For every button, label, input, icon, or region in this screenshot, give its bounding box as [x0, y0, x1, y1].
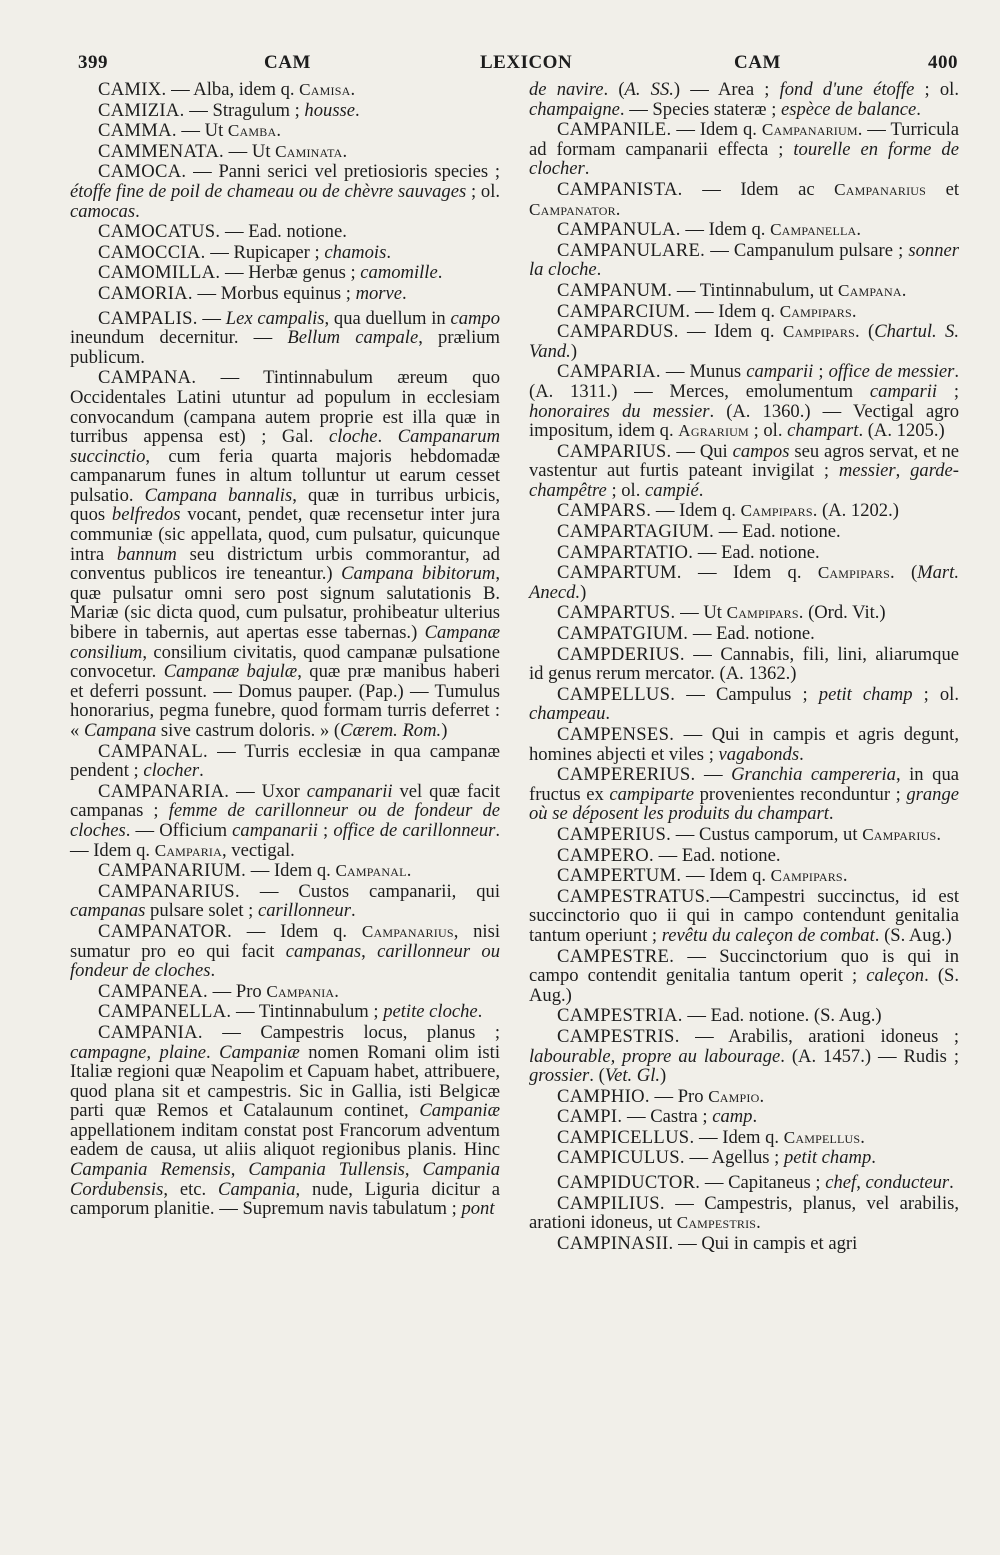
entry-definition: — Morbus equinus ; morve.: [192, 282, 407, 304]
entry-headword: CAMPERO.: [557, 844, 654, 866]
entry-headword: CAMPANUM.: [557, 279, 673, 301]
entry-headword: CAMPARTAGIUM.: [557, 521, 715, 543]
entry-headword: CAMORIA.: [98, 282, 193, 304]
dictionary-entry: [529, 825, 959, 845]
entry-headword: CAMPANULA.: [557, 219, 681, 241]
dictionary-entry: [70, 142, 500, 162]
entry-headword: CAMPANAL.: [98, 740, 208, 762]
dictionary-entry: [70, 1002, 500, 1022]
entry-headword: CAMPELLUS.: [557, 683, 676, 705]
entry-headword: CAMPERIUS.: [557, 823, 672, 845]
dictionary-entry: [529, 1107, 959, 1127]
entry-headword: CAMPILIUS.: [557, 1192, 665, 1214]
left-column: [70, 80, 500, 1220]
entry-definition: — Ead. notione.: [688, 623, 815, 645]
entry-headword: CAMIX.: [98, 79, 167, 100]
entry-definition: — Pro Campio.: [649, 1085, 765, 1107]
dictionary-entry: [70, 80, 500, 100]
entry-definition: — Idem ac Campanarius et Campanator.: [529, 178, 959, 220]
dictionary-entry: [70, 882, 500, 921]
entry-definition: — Campestris locus, planus ; campagne, plaine. Campaniæ nomen Romani olim isti Italiæ regioni quæ Neapolim et Capuam habet, attribuere, quod plana sit et campestris. Sic in Gallia, isti Belgicæ parti quæ Remos et Catalaunum continet, Campaniæ appellationem inditam constat post Francorum adventum eadem de causa, ut aliis aliquot regionibus planis. Hinc Campania Remensis, Campania Tullensis, Campania Cordubensis, etc. Campania, nude, Liguria dicitur a camporum planitie. — Supremum navis tabulatum ; pont: [70, 1021, 501, 1220]
entry-definition: — Custus camporum, ut Camparius.: [671, 823, 941, 845]
dictionary-entry: [529, 180, 959, 219]
entry-definition: — Granchia campereria, in qua fructus ex campiparte provenientes reconduntur ; grange où se déposent les produits du champart.: [529, 764, 959, 825]
right-catchword: CAM: [734, 52, 781, 73]
entry-definition: — Stragulum ; housse.: [184, 99, 360, 121]
entry-headword: CAMPICULUS.: [557, 1147, 685, 1169]
entry-definition: — Alba, idem q. Camisa.: [166, 79, 356, 100]
dictionary-entry: [70, 243, 500, 263]
dictionary-entry: [529, 1173, 959, 1193]
entry-definition: — Tintinnabulum ; petite cloche.: [231, 1001, 483, 1023]
entry-headword: CAMPALIS.: [98, 307, 198, 329]
entry-headword: CAMPARCIUM.: [557, 300, 691, 322]
entry-definition: — Ead. notione.: [220, 221, 347, 243]
entry-definition: — Idem q. Campipars. (Mart. Anecd.): [529, 562, 959, 603]
entry-headword: CAMPICELLUS.: [557, 1126, 695, 1148]
entry-headword: CAMPARTUM.: [557, 562, 682, 584]
dictionary-entry: [70, 922, 500, 981]
entry-definition: — Idem q. Campipars.: [681, 865, 848, 887]
entry-headword: CAMOCA.: [98, 161, 187, 183]
dictionary-entry: [529, 1234, 959, 1254]
entry-definition: — Ut Camba.: [176, 120, 281, 142]
entry-definition: — Idem q. Campanella.: [680, 219, 862, 241]
dictionary-entry: [529, 1027, 959, 1086]
entry-headword: CAMPANARIUM.: [98, 860, 247, 882]
entry-continuation: [529, 80, 959, 119]
dictionary-entry: [529, 866, 959, 886]
entry-definition: — Ead. notione.: [714, 521, 841, 543]
dictionary-entry: [529, 442, 959, 501]
entry-definition: — Custos campanarii, qui campanas pulsare solet ; carillonneur.: [70, 880, 500, 922]
entry-definition: — Herbæ genus ; camomille.: [220, 262, 443, 284]
entry-definition: —Campestri succinctus, id est succinctorio quo ii qui in campo contendunt genitalia tantum operiunt ; revêtu du caleçon de combat. (S. Aug.): [529, 885, 959, 946]
entry-definition: — Idem q. Campanarius, nisi sumatur pro eo qui facit campanas, carillonneur ou fondeur de cloches.: [70, 920, 500, 982]
dictionary-entry: [529, 281, 959, 301]
entry-definition: — Agellus ; petit champ.: [684, 1147, 876, 1169]
entry-definition: — Idem q. Campanal.: [246, 860, 412, 882]
dictionary-entry: [529, 543, 959, 563]
entry-definition: — Idem q. Campipars. (A. 1202.): [651, 500, 899, 522]
left-catchword: CAM: [264, 52, 311, 73]
dictionary-entry: [529, 725, 959, 764]
entry-headword: CAMOCATUS.: [98, 221, 221, 243]
entry-definition: — Idem q. Campipars.: [690, 300, 857, 322]
dictionary-entry: [529, 1128, 959, 1148]
entry-headword: CAMPARTUS.: [557, 602, 676, 624]
entry-definition: — Pro Campania.: [208, 980, 339, 1002]
entry-definition: — Qui in campis et agri: [673, 1232, 858, 1254]
entry-headword: CAMPESTRE.: [557, 945, 675, 967]
entry-headword: CAMOMILLA.: [98, 262, 221, 284]
entry-headword: CAMPANULARE.: [557, 239, 706, 261]
entry-definition: — Ead. notione.: [653, 844, 781, 866]
dictionary-entry: [529, 645, 959, 684]
entry-headword: CAMPARTATIO.: [557, 541, 694, 563]
dictionary-entry: [529, 1006, 959, 1026]
dictionary-entry: [529, 1148, 959, 1168]
dictionary-entry: [70, 222, 500, 242]
entry-definition: — Qui campos seu agros servat, et ne vastentur aut furtis pateant invigilat ; messier, garde-champêtre ; ol. campié.: [529, 440, 959, 501]
dictionary-entry: [529, 501, 959, 521]
entry-headword: CAMOCCIA.: [98, 241, 206, 263]
dictionary-entry: [70, 284, 500, 304]
dictionary-entry: [70, 982, 500, 1002]
entry-headword: CAMPATGIUM.: [557, 623, 689, 645]
entry-definition: — Campanulum pulsare ; sonner la cloche.: [529, 239, 959, 281]
dictionary-entry: [529, 624, 959, 644]
entry-headword: CAMPARDUS.: [557, 321, 679, 343]
dictionary-entry: [529, 220, 959, 240]
entry-definition: — Tintinnabulum æreum quo Occidentales Latini utuntur ad populum in ecclesiam convocandum (campana autem proprie est illa quæ in turribus appensa est) ; Gal. cloche. Campanarum succinctio, cum feria quarta majoris hebdomadæ campanarum funes in altum tolluntur ut earum cesset pulsatio. Campana bannalis, quæ in turribus urbicis, quos belfredos vocant, pendet, quæ recensetur inter jura communiæ (sic appellata, quod, cum pulsatur, quicunque intra bannum seu districtum urbis commorantur, ad conventus publicos ire teneantur.) Campana bibitorum, quæ pulsatur omni sero post signum salutationis B. Mariæ (sic dicta quod, cum pulsatur, prohibeatur ulterius bibere in tabernis, aut apertas esse tabernas.) Campanæ consilium, consilium civitatis, quod campanæ pulsatione convocetur. Campanæ bajulæ, quæ præ manibus haberi et deferri possunt. — Domus pauper. (Pap.) — Tumulus honorarius, pegma funebre, quod formam turris deferret : « Campana sive castrum doloris. » (Cærem. Rom.): [70, 367, 501, 741]
dictionary-entry: [529, 120, 959, 179]
entry-definition: — Ead. notione. (S. Aug.): [682, 1005, 882, 1027]
dictionary-entry: [529, 947, 959, 1006]
entry-definition: — Ead. notione.: [693, 541, 820, 563]
entry-definition: — Arabilis, arationi idoneus ; labourable, propre au labourage. (A. 1457.) — Rudis ; grossier. (Vet. Gl.): [529, 1025, 959, 1087]
entry-headword: CAMPARIUS.: [557, 440, 672, 462]
dictionary-entry: [70, 368, 500, 740]
dictionary-entry: [70, 162, 500, 221]
dictionary-entry: [529, 765, 959, 824]
dictionary-entry: [529, 1087, 959, 1107]
dictionary-entry: [70, 121, 500, 141]
dictionary-entry: [70, 263, 500, 283]
entry-definition: — Ut Caminata.: [224, 140, 348, 162]
entry-headword: CAMPANISTA.: [557, 178, 683, 200]
entry-headword: CAMPANEA.: [98, 980, 208, 1002]
dictionary-entry: [70, 309, 500, 368]
dictionary-entry: [70, 861, 500, 881]
entry-definition: — Idem q. Campellus.: [694, 1126, 865, 1148]
entry-headword: CAMPANARIUS.: [98, 880, 240, 902]
entry-definition: — Capitaneus ; chef, conducteur.: [700, 1172, 954, 1194]
entry-definition: — Munus camparii ; office de messier. (A. 1311.) — Merces, emolumentum camparii ; honoraires du messier. (A. 1360.) — Vectigal agro impositum, idem q. Agrarium ; ol. champart. (A. 1205.): [529, 361, 959, 442]
entry-headword: CAMPHIO.: [557, 1085, 650, 1107]
left-page-number: 399: [78, 52, 108, 73]
entry-definition: — Campestris, planus, vel arabilis, arationi idoneus, ut Campestris.: [529, 1192, 959, 1234]
entry-definition: — Succinctorium quo is qui in campo contendit genitalia tantum operit ; caleçon. (S. Aug.): [529, 945, 959, 1006]
entry-definition: — Idem q. Campanarium. — Turricula ad formam campanarii effecta ; tourelle en forme de clocher.: [529, 119, 959, 180]
dictionary-entry: [529, 846, 959, 866]
dictionary-entry: [529, 302, 959, 322]
right-page-number: 400: [928, 52, 958, 73]
entry-definition: — Tintinnabulum, ut Campana.: [672, 279, 907, 301]
entry-headword: CAMPANARIA.: [98, 780, 230, 802]
dictionary-entry: [529, 563, 959, 602]
entry-headword: CAMPERTUM.: [557, 865, 682, 887]
dictionary-entry: [529, 603, 959, 623]
entry-definition: — Rupicaper ; chamois.: [205, 241, 391, 263]
dictionary-entry: [529, 322, 959, 361]
entry-definition: — Ut Campipars. (Ord. Vit.): [675, 602, 886, 624]
entry-definition: — Turris ecclesiæ in qua campanæ pendent ; clocher.: [70, 740, 500, 782]
entry-definition: — Lex campalis, qua duellum in campo ineundum decernitur. — Bellum campale, prælium publicum.: [70, 307, 501, 368]
dictionary-entry: [529, 685, 959, 724]
entry-definition: de navire. (A. SS.) — Area ; fond d'une étoffe ; ol. champaigne. — Species stateræ ; espèce de balance.: [529, 79, 959, 120]
entry-headword: CAMPANELLA.: [98, 1001, 232, 1023]
running-header: [78, 52, 958, 80]
dictionary-entry: [529, 362, 959, 440]
entry-headword: CAMPENSES.: [557, 724, 675, 745]
dictionary-entry: [70, 101, 500, 121]
dictionary-entry: [70, 742, 500, 781]
entry-headword: CAMPANA.: [98, 367, 197, 389]
entry-headword: CAMPI.: [557, 1106, 623, 1128]
entry-headword: CAMPESTRIS.: [557, 1025, 680, 1047]
entry-headword: CAMPINASII.: [557, 1232, 674, 1254]
entry-headword: CAMPARS.: [557, 500, 652, 522]
entry-headword: CAMPARIA.: [557, 361, 661, 383]
entry-headword: CAMPESTRIA.: [557, 1005, 683, 1027]
dictionary-entry: [70, 1023, 500, 1219]
dictionary-entry: [529, 522, 959, 542]
entry-headword: CAMPANATOR.: [98, 920, 233, 942]
entry-headword: CAMPERERIUS.: [557, 764, 696, 786]
entry-headword: CAMPANIA.: [98, 1021, 203, 1043]
entry-headword: CAMPANILE.: [557, 119, 672, 141]
entry-headword: CAMIZIA.: [98, 99, 185, 121]
entry-definition: — Panni serici vel pretiosioris species ; étoffe fine de poil de chameau ou de chèvre sauvages ; ol. camocas.: [70, 161, 501, 222]
entry-definition: — Castra ; camp.: [622, 1106, 758, 1128]
entry-definition: — Uxor campanarii vel quæ facit campanas ; femme de carillonneur ou de fondeur de cloches. — Officium campanarii ; office de carillonneur. — Idem q. Camparia, vectigal.: [70, 780, 501, 861]
entry-headword: CAMMENATA.: [98, 140, 224, 162]
entry-definition: — Cannabis, fili, lini, aliarumque id genus rerum mercator. (A. 1362.): [529, 643, 959, 685]
entry-definition: — Idem q. Campipars. (Chartul. S. Vand.): [529, 321, 959, 362]
right-column: [529, 80, 959, 1254]
entry-headword: CAMMA.: [98, 120, 177, 142]
dictionary-entry: [529, 1194, 959, 1233]
running-title: LEXICON: [480, 52, 573, 73]
entry-headword: CAMPIDUCTOR.: [557, 1172, 701, 1194]
dictionary-entry: [70, 782, 500, 860]
entry-definition: — Campulus ; petit champ ; ol. champeau.: [529, 683, 959, 725]
entry-headword: CAMPDERIUS.: [557, 643, 685, 665]
dictionary-entry: [529, 241, 959, 280]
entry-definition: — Qui in campis et agris degunt, homines abjecti et viles ; vagabonds.: [529, 724, 959, 765]
entry-headword: CAMPESTRATUS.: [557, 885, 711, 907]
dictionary-entry: [529, 887, 959, 946]
